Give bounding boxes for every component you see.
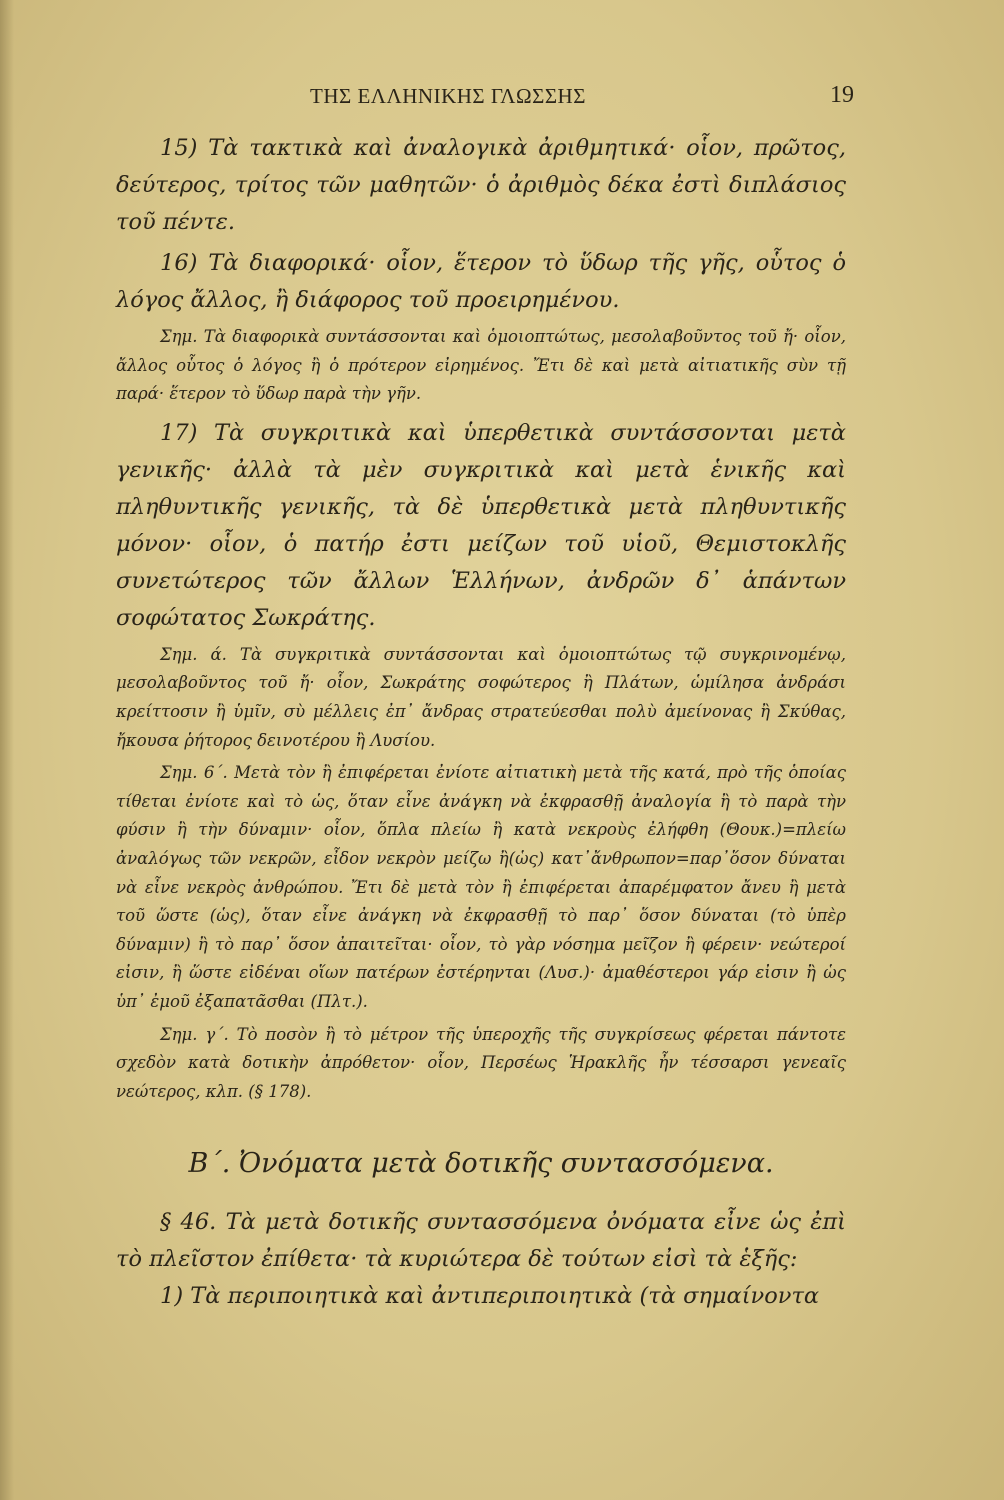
section-title: Β΄. Ὀνόματα μετὰ δοτικῆς συντασσόμενα. — [188, 1148, 774, 1180]
paragraph-17: 17) Τὰ συγκριτικὰ καὶ ὑπερθετικὰ συντάσσονται μετὰ γενικῆς· ἀλλὰ τὰ μὲν συγκριτικὰ καὶ μετὰ ἑνικῆς καὶ πληθυντικῆς γενικῆς, τὰ δὲ ὑπερθετικὰ μετὰ πληθυντικῆς μόνον· οἷον, ὁ πατήρ ἐστι μείζων τοῦ υἱοῦ, Θεμιστοκλῆς συνετώτερος τῶν ἄλλων Ἑλλήνων, ἀνδρῶν δ᾽ ἁπάντων σοφώτατος Σωκράτης. — [116, 419, 846, 631]
page-number: 19 — [830, 82, 854, 108]
running-head: ΤΗΣ ΕΛΛΗΝΙΚΗΣ ΓΛΩΣΣΗΣ — [310, 84, 586, 108]
note-c: Σημ. γ΄. Τὸ ποσὸν ἢ τὸ μέτρον τῆς ὑπεροχῆς τῆς συγκρίσεως φέρεται πάντοτε σχεδὸν κατὰ δοτικὴν ἀπρόθετον· οἷον, Περσέως Ἡρακλῆς ἦν τέσσαρσι γενεαῖς νεώτερος, κλπ. (§ 178). — [116, 1024, 846, 1101]
paragraph-46: § 46. Τὰ μετὰ δοτικῆς συντασσόμενα ὀνόματα εἶνε ὡς ἐπὶ τὸ πλεῖστον ἐπίθετα· τὰ κυριώτερα δὲ τούτων εἰσὶ τὰ ἑξῆς: — [116, 1209, 846, 1273]
paragraph-16: 16) Τὰ διαφορικά· οἷον, ἕτερον τὸ ὕδωρ τῆς γῆς, οὗτος ὁ λόγος ἄλλος, ἢ διάφορος τοῦ προειρημένου. — [116, 250, 846, 313]
page-spine-shadow — [0, 0, 14, 1500]
page-body — [116, 130, 846, 1315]
note-a: Σημ. ά. Τὰ συγκριτικὰ συντάσσονται καὶ ὁμοιοπτώτως τῷ συγκρινομένῳ, μεσολαβοῦντος τοῦ ἤ· οἷον, Σωκράτης σοφώτερος ἢ Πλάτων, ὡμίλησα ἀνδράσι κρείττοσιν ἢ ὑμῖν, σὺ μέλλεις ἐπ᾽ ἄνδρας στρατεύεσθαι πολὺ ἀμείνονας ἢ Σκύθας, ἤκουσα ῥήτορος δεινοτέρου ἢ Λυσίου. — [116, 644, 846, 750]
note-b: Σημ. 6΄. Μετὰ τὸν ἢ ἐπιφέρεται ἐνίοτε αἰτιατικὴ μετὰ τῆς κατά, πρὸ τῆς ὁποίας τίθεται ἐνίοτε καὶ τὸ ὡς, ὅταν εἶνε ἀνάγκη νὰ ἐκφρασθῇ ἀναλογία ἢ τὸ παρὰ τὴν φύσιν ἢ τὴν δύναμιν· οἷον, ὅπλα πλείω ἢ κατὰ νεκροὺς ἐλήφθη (Θουκ.)=πλείω ἀναλόγως τῶν νεκρῶν, εἶδον νεκρὸν μείζω ἢ(ὡς) κατ᾽ἄνθρωπον=παρ᾽ὅσον δύναται νὰ εἶνε νεκρὸς ἀνθρώπου. Ἔτι δὲ μετὰ τὸν ἢ ἐπιφέρεται ἀπαρέμφατον ἄνευ ἢ μετὰ τοῦ ὥστε (ὡς), ὅταν εἶνε ἀνάγκη νὰ ἐκφρασθῇ τὸ παρ᾽ ὅσον δύναται (τὸ ὑπὲρ δύναμιν) ἢ τὸ παρ᾽ ὅσον ἀπαιτεῖται· οἷον, τὸ γὰρ νόσημα μεῖζον ἢ φέρειν· νεώτεροί εἰσιν, ἢ ὥστε εἰδέναι οἵων πατέρων ἐστέρηνται (Λυσ.)· ἀμαθέστεροι γάρ εἰσιν ἢ ὡς ὑπ᾽ ἐμοῦ ἐξαπατᾶσθαι (Πλτ.). — [116, 763, 846, 1011]
page-header — [110, 78, 854, 114]
paragraph-15: 15) Τὰ τακτικὰ καὶ ἀναλογικὰ ἀριθμητικά· οἷον, πρῶτος, δεύτερος, τρίτος τῶν μαθητῶν· ὁ ἀριθμὸς δέκα ἐστὶ διπλάσιος τοῦ πέντε. — [116, 135, 846, 235]
paragraph-46-item-1: 1) Τὰ περιποιητικὰ καὶ ἀντιπεριποιητικὰ (τὰ σημαίνοντα — [160, 1283, 820, 1310]
note-diaphorika: Σημ. Τὰ διαφορικὰ συντάσσονται καὶ ὁμοιοπτώτως, μεσολαβοῦντος τοῦ ἤ· οἷον, ἄλλος οὗτος ὁ λόγος ἢ ὁ πρότερον εἰρημένος. Ἔτι δὲ καὶ μετὰ αἰτιατικῆς σὺν τῇ παρά· ἕτερον τὸ ὕδωρ παρὰ τὴν γῆν. — [116, 327, 846, 404]
